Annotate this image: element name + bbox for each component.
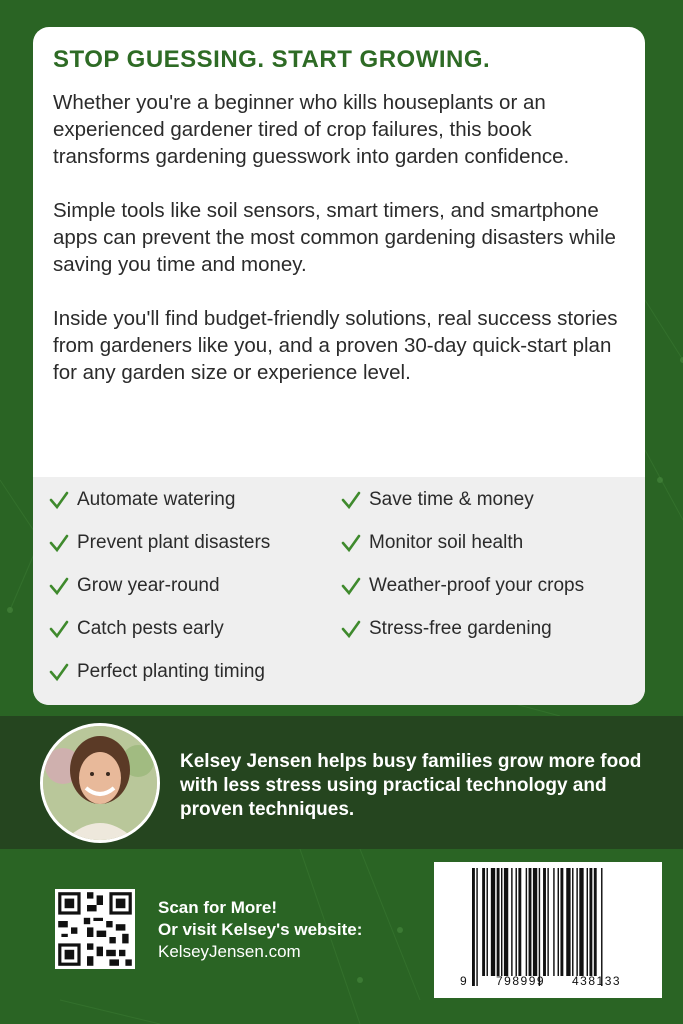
- headline: STOP GUESSING. START GROWING.: [53, 46, 491, 73]
- check-icon: [49, 533, 69, 553]
- barcode-bar: [547, 868, 548, 976]
- benefit-label: Catch pests early: [77, 618, 224, 639]
- barcode-bar: [579, 868, 583, 976]
- benefit-label: Grow year-round: [77, 575, 220, 596]
- check-icon: [341, 533, 361, 553]
- benefit-label: Monitor soil health: [369, 532, 524, 553]
- check-icon: [49, 490, 69, 510]
- barcode-bar: [472, 868, 475, 986]
- check-icon: [49, 662, 69, 682]
- inside-paragraph: Inside you'll find budget-friendly solutions, real success stories from gardeners like you, and a proven 30-day quick-start plan for any garden size or experience level.: [53, 307, 618, 384]
- benefit-item: [49, 487, 235, 513]
- author-bio: Kelsey Jensen helps busy families grow more food with less stress using practical technology and proven techniques.: [180, 751, 642, 820]
- check-icon: [341, 576, 361, 596]
- barcode-bar: [558, 868, 559, 976]
- barcode-bar: [529, 868, 532, 976]
- barcode-bar: [482, 868, 485, 976]
- benefit-item: [341, 573, 584, 599]
- barcode-bar: [511, 868, 512, 976]
- barcode-bar: [587, 868, 588, 976]
- barcode-bar: [543, 868, 546, 976]
- benefit-item: [49, 616, 224, 642]
- scan-info: [158, 897, 362, 963]
- tools-paragraph: Simple tools like soil sensors, smart timers, and smartphone apps can prevent the most common gardening disasters while saving you time and money.: [53, 199, 616, 276]
- author-section: [0, 716, 683, 849]
- check-icon: [341, 490, 361, 510]
- benefit-label: Stress-free gardening: [369, 618, 552, 639]
- website-link[interactable]: KelseyJensen.com: [158, 942, 301, 961]
- barcode-lead-digit: 9: [460, 974, 467, 988]
- barcode-group-1: 798999: [496, 974, 546, 988]
- scan-for-more: Scan for More!: [158, 898, 278, 917]
- benefit-item: [49, 659, 265, 685]
- barcode-bar: [560, 868, 563, 976]
- barcode-bar: [539, 868, 540, 986]
- isbn-barcode: [434, 862, 662, 998]
- benefit-label: Save time & money: [369, 489, 534, 510]
- barcode-bar: [601, 868, 602, 986]
- benefit-item: [49, 573, 220, 599]
- benefit-label: Prevent plant disasters: [77, 532, 271, 553]
- barcode-bar: [553, 868, 554, 976]
- benefit-label: Perfect planting timing: [77, 661, 265, 682]
- barcode-group-2: 438133: [572, 974, 622, 988]
- barcode-bar: [572, 868, 573, 976]
- check-icon: [341, 619, 361, 639]
- barcode-bar: [518, 868, 521, 976]
- barcode-bar: [533, 868, 537, 976]
- barcode-bar: [476, 868, 477, 986]
- benefit-label: Weather-proof your crops: [369, 575, 585, 596]
- description-card: [33, 27, 645, 705]
- barcode-bar: [504, 868, 508, 976]
- barcode-bar: [526, 868, 527, 976]
- benefit-item: [341, 616, 552, 642]
- barcode-bar: [491, 868, 495, 976]
- benefit-item: [49, 530, 270, 556]
- qr-code[interactable]: [55, 889, 135, 969]
- barcode-bar: [497, 868, 500, 976]
- barcode-bar: [566, 868, 570, 976]
- barcode-bars: [434, 862, 662, 998]
- benefit-item: [341, 487, 534, 513]
- barcode-bar: [516, 868, 517, 976]
- intro-paragraph: Whether you're a beginner who kills houseplants or an experienced gardener tired of crop failures, this book transforms gardening guesswork into garden confidence.: [53, 91, 570, 168]
- check-icon: [49, 619, 69, 639]
- barcode-bar: [589, 868, 592, 976]
- barcode-bar: [594, 868, 597, 976]
- barcode-bar: [576, 868, 577, 976]
- benefit-item: [341, 530, 523, 556]
- visit-website-label: Or visit Kelsey's website:: [158, 920, 363, 939]
- check-icon: [49, 576, 69, 596]
- barcode-bar: [501, 868, 502, 976]
- benefits-list: [33, 477, 645, 705]
- barcode-bar: [487, 868, 488, 976]
- author-photo: [40, 723, 160, 843]
- benefit-label: Automate watering: [77, 489, 236, 510]
